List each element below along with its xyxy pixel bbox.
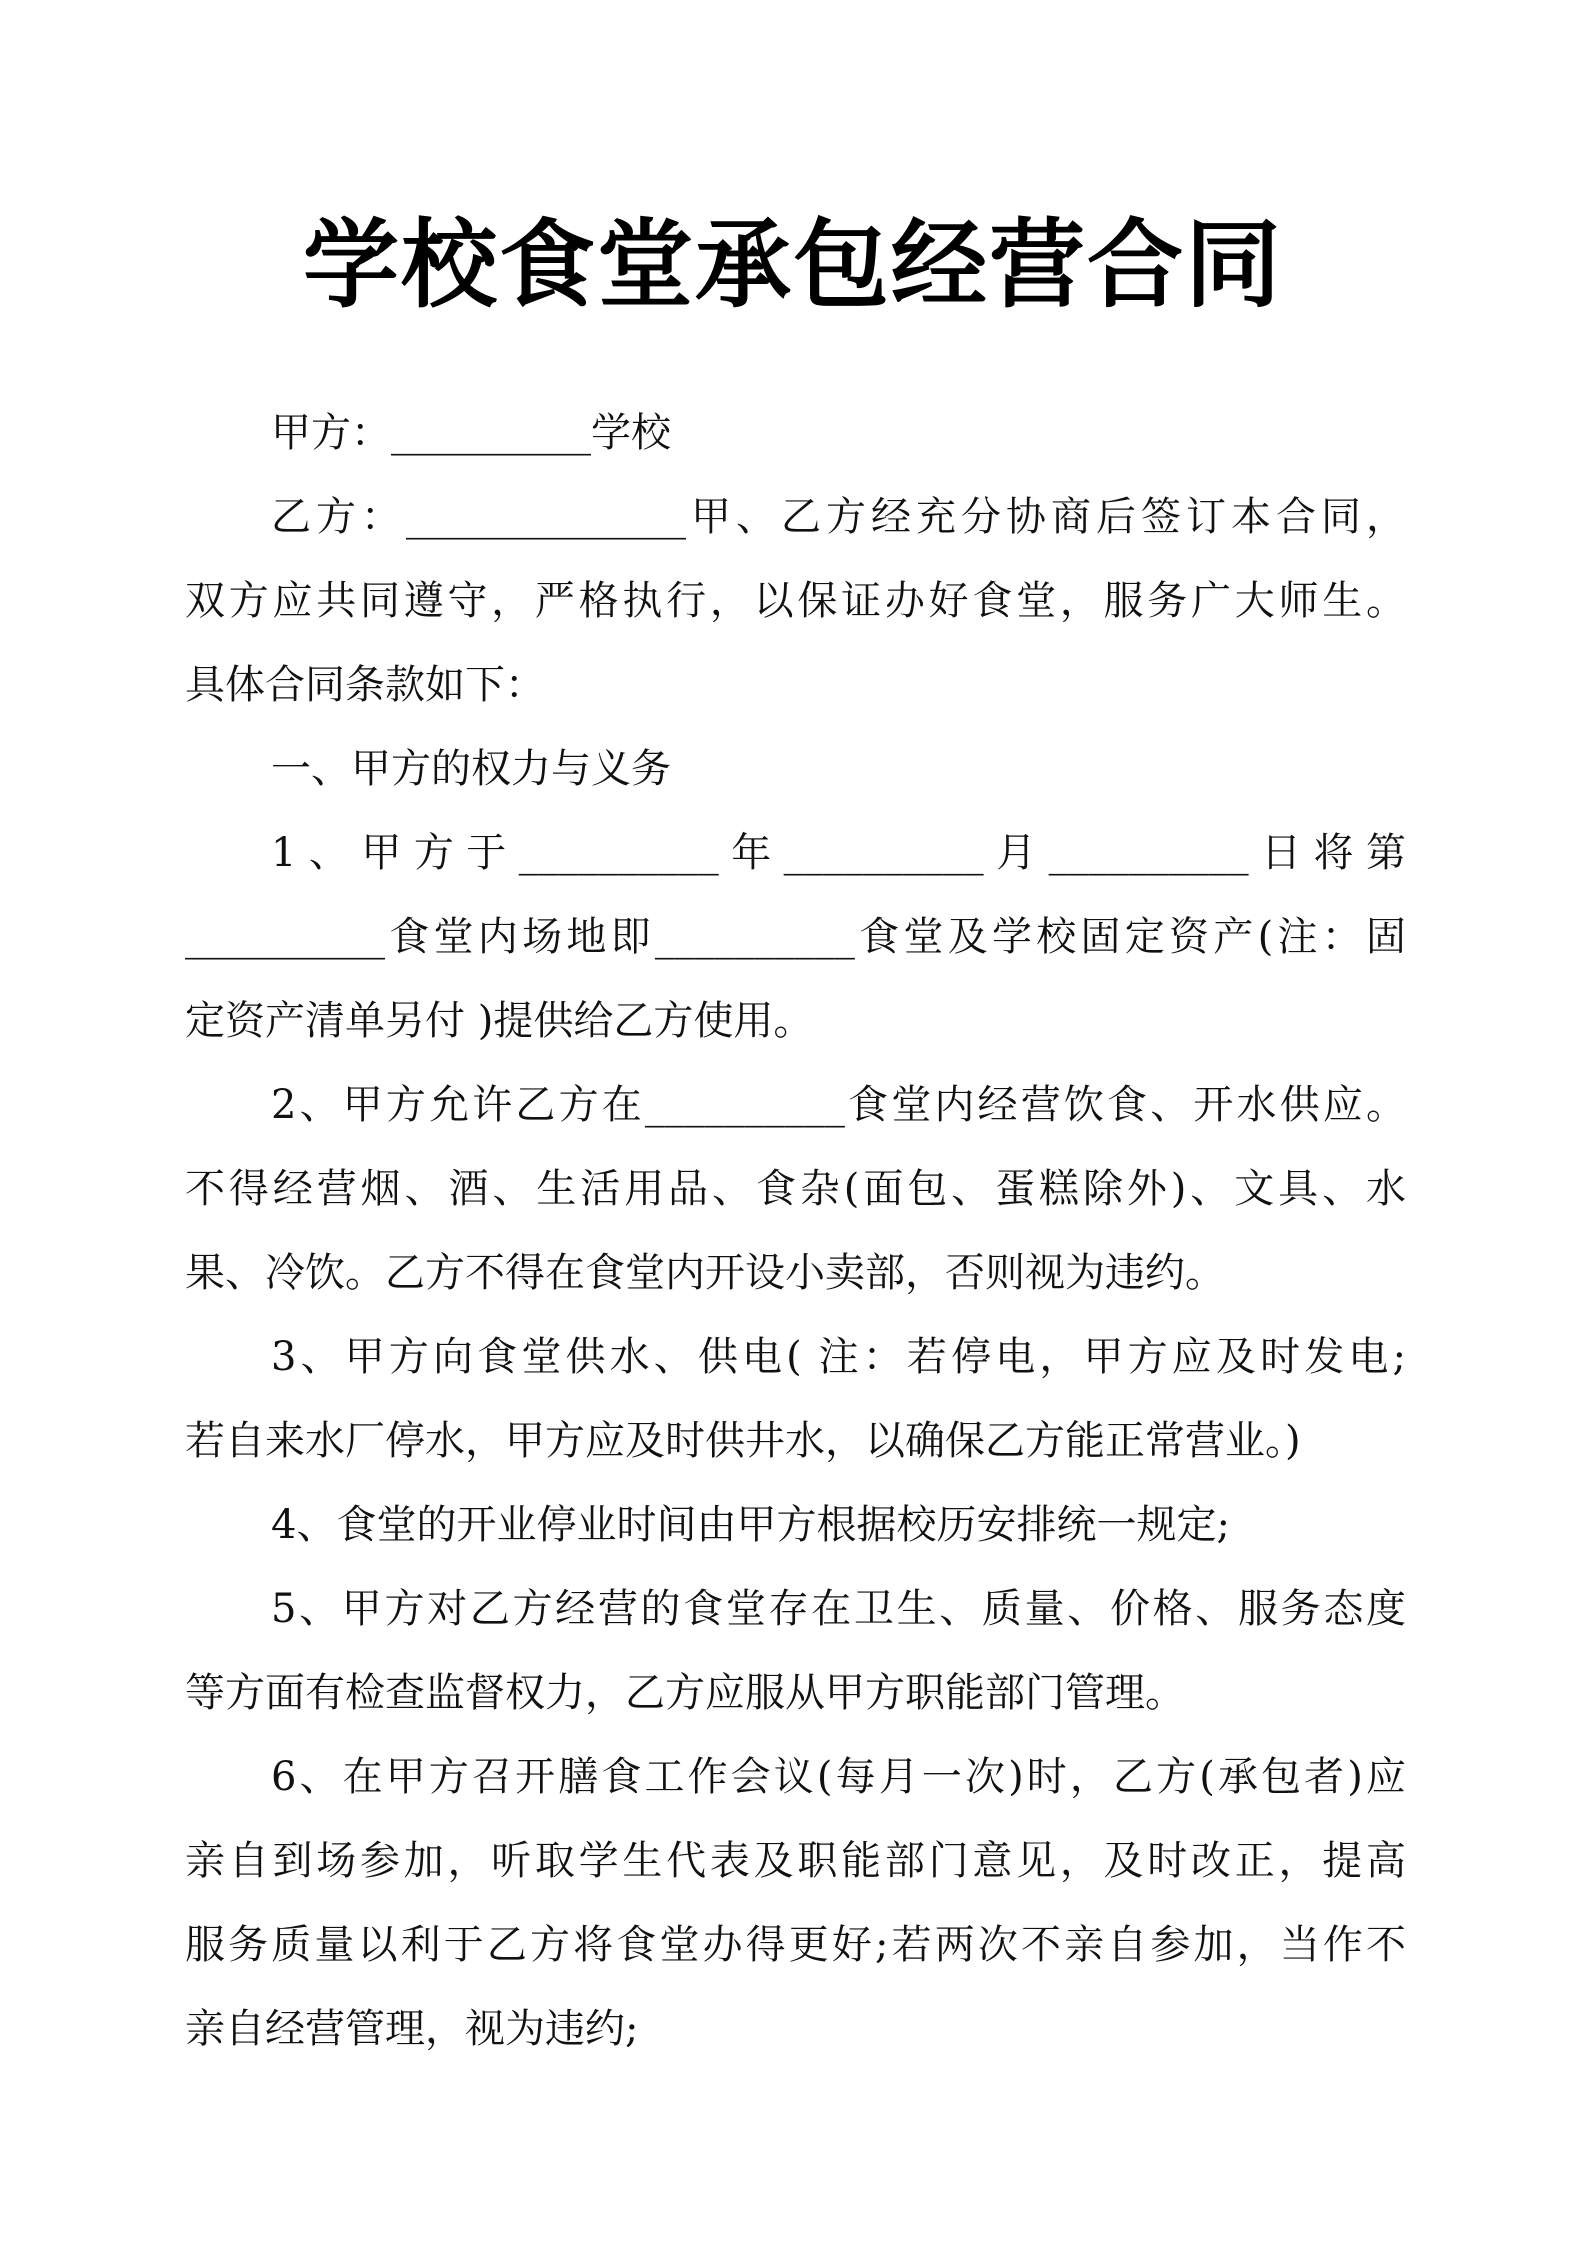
paragraph-line: 果、冷饮。乙方不得在食堂内开设小卖部，否则视为违约。 xyxy=(185,1250,1225,1296)
paragraph-line: 定资产清单另付 )提供给乙方使用。 xyxy=(185,998,814,1044)
section-heading: 一、甲方的权力与义务 xyxy=(271,746,671,792)
paragraph-line: 服务质量以利于乙方将食堂办得更好;若两次不亲自参加，当作不 xyxy=(185,1922,1406,1968)
paragraph-line: 乙方：______________甲、乙方经充分协商后签订本合同， xyxy=(271,494,1406,540)
paragraph-line: 2、甲方允许乙方在__________食堂内经营饮食、开水供应。 xyxy=(271,1082,1406,1128)
paragraph-line: 亲自到场参加，听取学生代表及职能部门意见，及时改正，提高 xyxy=(185,1838,1406,1884)
paragraph-line: 5、甲方对乙方经营的食堂存在卫生、质量、价格、服务态度 xyxy=(271,1586,1406,1632)
paragraph-line: 4、食堂的开业停业时间由甲方根据校历安排统一规定; xyxy=(271,1502,1230,1548)
paragraph-line: __________食堂内场地即__________食堂及学校固定资产(注：固 xyxy=(185,914,1406,960)
paragraph-line: 若自来水厂停水，甲方应及时供井水，以确保乙方能正常营业。) xyxy=(185,1418,1301,1464)
paragraph-line: 不得经营烟、酒、生活用品、食杂(面包、蛋糕除外)、文具、水 xyxy=(185,1166,1406,1212)
paragraph-line: 双方应共同遵守，严格执行，以保证办好食堂，服务广大师生。 xyxy=(185,578,1406,624)
paragraph-line: 等方面有检查监督权力，乙方应服从甲方职能部门管理。 xyxy=(185,1670,1185,1716)
document-title: 学校食堂承包经营合同 xyxy=(303,209,1283,321)
paragraph-line: 亲自经营管理，视为违约; xyxy=(185,2006,639,2052)
document-body xyxy=(185,391,1406,2071)
paragraph-line: 具体合同条款如下： xyxy=(185,662,545,708)
paragraph-line: 1、甲方于__________年__________月__________日将第 xyxy=(271,830,1406,876)
paragraph-line: 甲方：__________学校 xyxy=(271,410,671,456)
paragraph-line: 3、甲方向食堂供水、供电( 注：若停电，甲方应及时发电; xyxy=(271,1334,1406,1380)
paragraph-line: 6、在甲方召开膳食工作会议(每月一次)时，乙方(承包者)应 xyxy=(271,1754,1406,1800)
